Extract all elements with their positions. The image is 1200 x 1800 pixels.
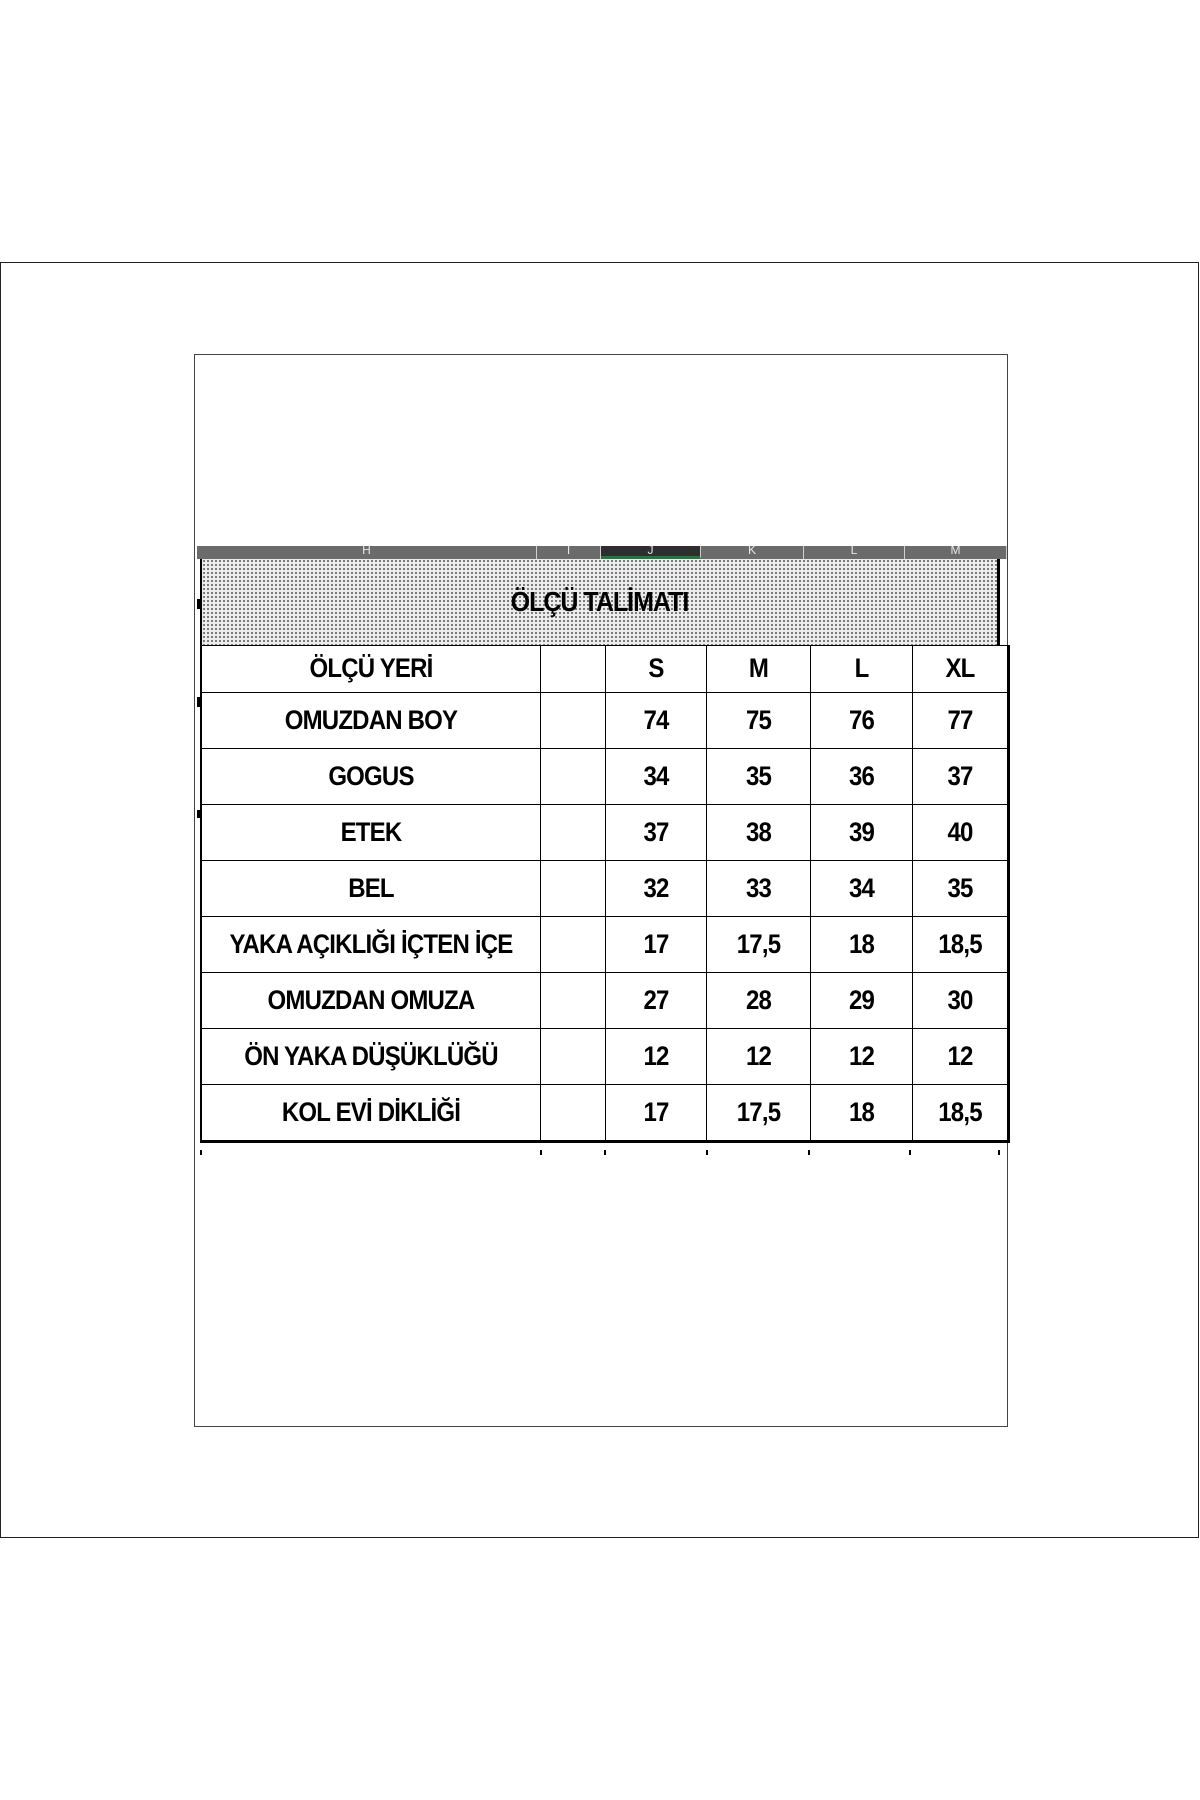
value-cell[interactable]: 33: [707, 861, 811, 917]
table-row: [201, 917, 1009, 973]
row-label-cell[interactable]: KOL EVİ DİKLİĞİ: [201, 1085, 541, 1142]
value-cell[interactable]: 27: [606, 973, 707, 1029]
blank-cell[interactable]: [541, 805, 606, 861]
column-header-l[interactable]: L: [804, 546, 905, 559]
row-label-cell[interactable]: GOGUS: [201, 749, 541, 805]
value-cell[interactable]: 37: [913, 749, 1009, 805]
value-cell[interactable]: 30: [913, 973, 1009, 1029]
value-cell[interactable]: 17,5: [707, 1085, 811, 1142]
table-row: [201, 1029, 1009, 1085]
value-cell[interactable]: 75: [707, 693, 811, 749]
value-cell[interactable]: 34: [811, 861, 913, 917]
value-cell[interactable]: 17,5: [707, 917, 811, 973]
blank-cell[interactable]: [541, 1029, 606, 1085]
value-cell[interactable]: 76: [811, 693, 913, 749]
header-size-xl[interactable]: XL: [913, 646, 1009, 693]
value-cell[interactable]: 77: [913, 693, 1009, 749]
value-cell[interactable]: 18,5: [913, 1085, 1009, 1142]
value-cell[interactable]: 28: [707, 973, 811, 1029]
header-size-s[interactable]: S: [606, 646, 707, 693]
column-header-j[interactable]: J: [601, 546, 701, 559]
header-size-l[interactable]: L: [811, 646, 913, 693]
value-cell[interactable]: 40: [913, 805, 1009, 861]
blank-cell[interactable]: [541, 693, 606, 749]
table-row: [201, 973, 1009, 1029]
value-cell[interactable]: 18: [811, 917, 913, 973]
value-cell[interactable]: 32: [606, 861, 707, 917]
value-cell[interactable]: 17: [606, 1085, 707, 1142]
gridline-stub: [200, 1150, 202, 1155]
column-header-h[interactable]: H: [197, 546, 537, 559]
table-header-row: [201, 646, 1009, 693]
value-cell[interactable]: 18: [811, 1085, 913, 1142]
header-blank-cell[interactable]: [541, 646, 606, 693]
value-cell[interactable]: 18,5: [913, 917, 1009, 973]
gridline-stub: [909, 1150, 911, 1155]
size-chart-table: [200, 645, 1010, 1143]
table-row: [201, 1085, 1009, 1142]
page-title: ÖLÇÜ TALİMATI: [510, 585, 689, 618]
table-row: [201, 805, 1009, 861]
blank-cell[interactable]: [541, 973, 606, 1029]
value-cell[interactable]: 38: [707, 805, 811, 861]
gridline-stub: [998, 1150, 1000, 1155]
gridline-stub: [808, 1150, 810, 1155]
column-header-i[interactable]: I: [537, 546, 601, 559]
gridline-stub: [604, 1150, 606, 1155]
value-cell[interactable]: 36: [811, 749, 913, 805]
row-label-cell[interactable]: ETEK: [201, 805, 541, 861]
size-chart-sheet: [200, 559, 1000, 1143]
blank-cell[interactable]: [541, 861, 606, 917]
value-cell[interactable]: 35: [913, 861, 1009, 917]
spreadsheet-column-header-bar: [197, 546, 1007, 559]
table-row: [201, 693, 1009, 749]
title-cell[interactable]: [200, 559, 1000, 645]
row-label-cell[interactable]: YAKA AÇIKLIĞI İÇTEN İÇE: [201, 917, 541, 973]
blank-cell[interactable]: [541, 749, 606, 805]
value-cell[interactable]: 74: [606, 693, 707, 749]
row-label-cell[interactable]: OMUZDAN OMUZA: [201, 973, 541, 1029]
value-cell[interactable]: 29: [811, 973, 913, 1029]
value-cell[interactable]: 12: [811, 1029, 913, 1085]
blank-cell[interactable]: [541, 1085, 606, 1142]
value-cell[interactable]: 12: [606, 1029, 707, 1085]
value-cell[interactable]: 35: [707, 749, 811, 805]
value-cell[interactable]: 12: [707, 1029, 811, 1085]
column-header-k[interactable]: K: [701, 546, 804, 559]
value-cell[interactable]: 34: [606, 749, 707, 805]
blank-cell[interactable]: [541, 917, 606, 973]
value-cell[interactable]: 17: [606, 917, 707, 973]
header-size-m[interactable]: M: [707, 646, 811, 693]
header-label-cell[interactable]: ÖLÇÜ YERİ: [201, 646, 541, 693]
gridline-stub: [706, 1150, 708, 1155]
row-label-cell[interactable]: ÖN YAKA DÜŞÜKLÜĞÜ: [201, 1029, 541, 1085]
column-header-m[interactable]: M: [905, 546, 1007, 559]
value-cell[interactable]: 39: [811, 805, 913, 861]
value-cell[interactable]: 37: [606, 805, 707, 861]
value-cell[interactable]: 12: [913, 1029, 1009, 1085]
row-label-cell[interactable]: BEL: [201, 861, 541, 917]
row-label-cell[interactable]: OMUZDAN BOY: [201, 693, 541, 749]
table-row: [201, 861, 1009, 917]
gridline-stub: [540, 1150, 542, 1155]
table-row: [201, 749, 1009, 805]
